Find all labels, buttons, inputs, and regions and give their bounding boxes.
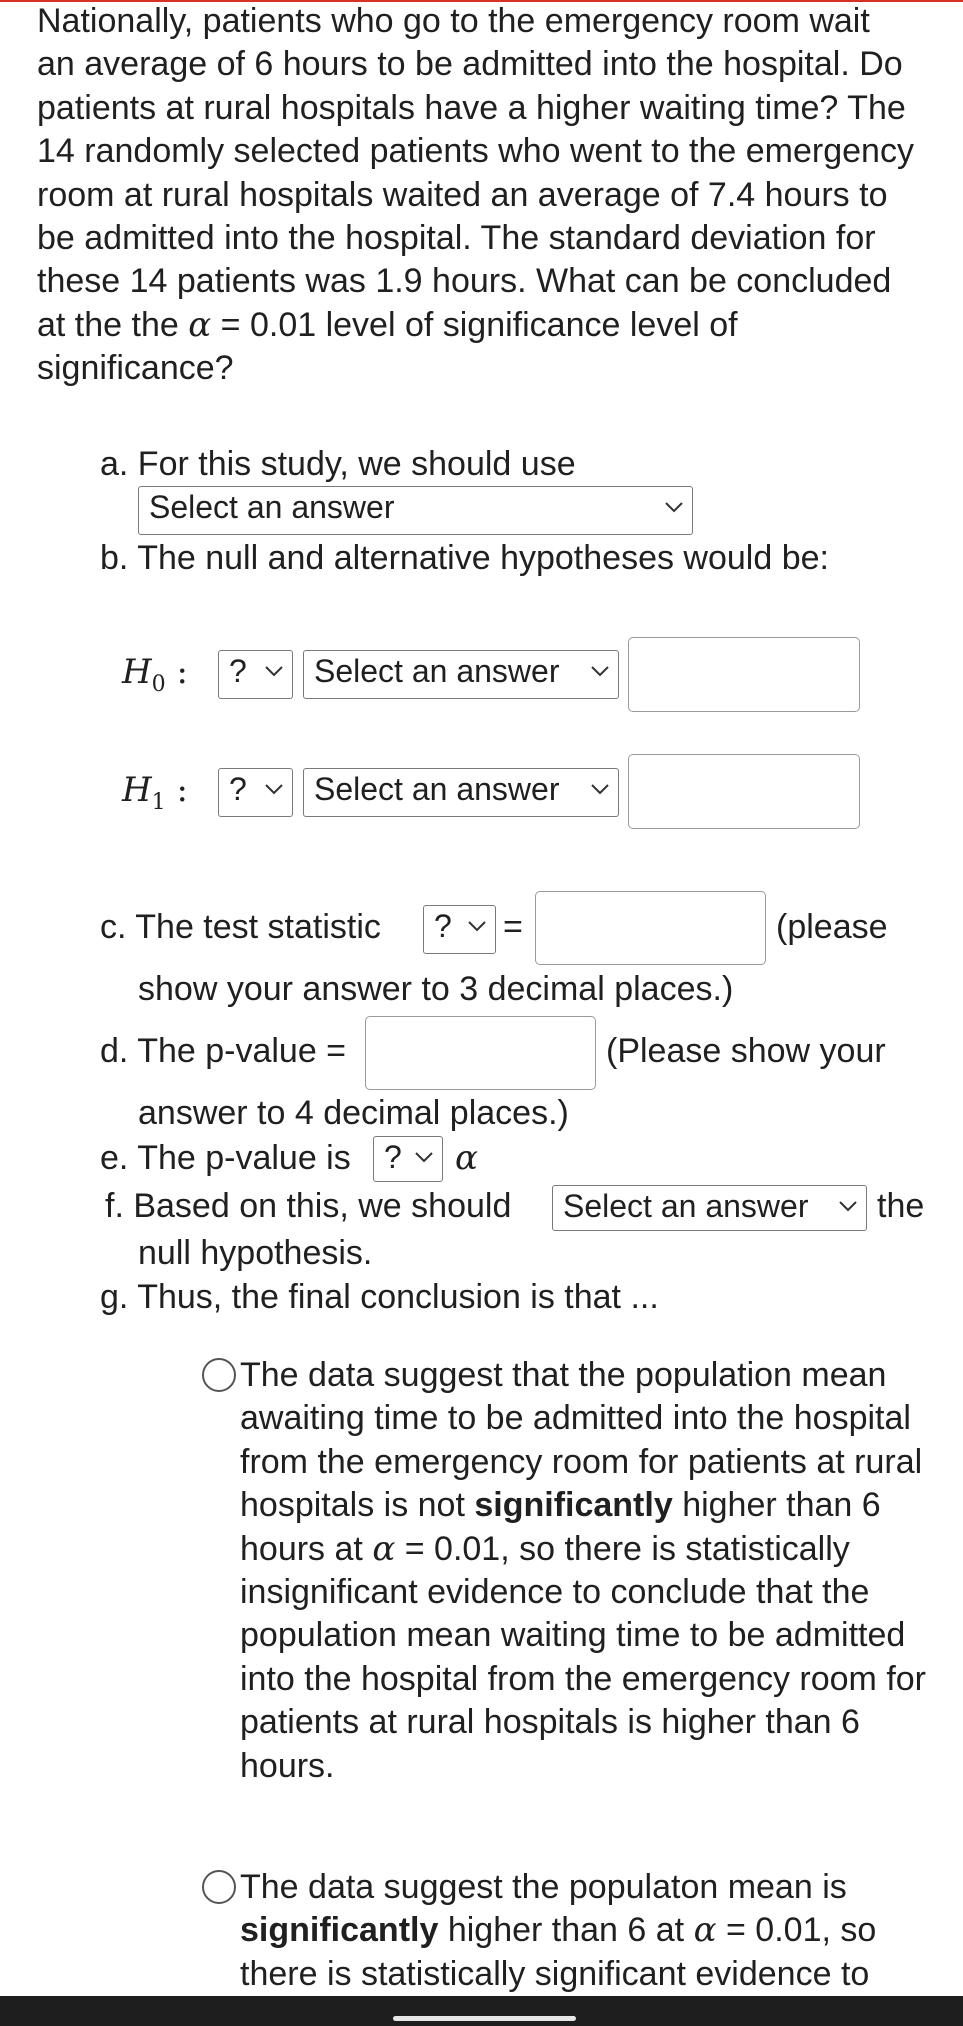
p-value-comparison-value: ? bbox=[384, 1139, 402, 1175]
conclusion-option-1[interactable] bbox=[240, 1354, 940, 1788]
option-1-text-end: = 0.01, so there is statistically insignificant evidence to conclude that the population mean waiting time to be admitted into the hospital from the emergency room for patients at rural hospitals is higher than 6 hours. bbox=[240, 1529, 926, 1785]
chevron-down-icon bbox=[264, 665, 284, 677]
chevron-down-icon bbox=[590, 783, 610, 795]
h1-colon: : bbox=[176, 770, 188, 810]
h0-operator-value: ? bbox=[229, 653, 247, 689]
part-f-line2: null hypothesis. bbox=[138, 1234, 373, 1272]
part-d-note-line2: answer to 4 decimal places.) bbox=[138, 1094, 569, 1132]
question-text-part1: Nationally, patients who go to the emergency room wait an average of 6 hours to be admitted into the hospital. Do patients at rural hospitals have a higher waiting time? The 14 randomly selected patients who went to the emergency room at rural hospitals waited an average of 7.4 hours to be admitted into the hospital. The standard deviation for these 14 patients was 1.9 hours. What can be concluded at the the bbox=[37, 2, 914, 344]
question-text-part2: = 0.01 level of significance level of significance? bbox=[37, 305, 738, 388]
h1-label bbox=[122, 769, 188, 824]
part-c-note: (please bbox=[776, 908, 888, 946]
part-d-note: (Please show your bbox=[606, 1032, 886, 1070]
decision-select[interactable] bbox=[552, 1185, 867, 1231]
test-statistic-select-value: ? bbox=[434, 908, 452, 944]
radio-button[interactable] bbox=[202, 1870, 236, 1904]
home-indicator[interactable] bbox=[393, 2016, 576, 2021]
system-navigation-bar bbox=[0, 1996, 963, 2026]
h1-symbol: H bbox=[122, 770, 152, 810]
chevron-down-icon bbox=[590, 665, 610, 677]
h0-parameter-select[interactable] bbox=[303, 650, 619, 699]
h1-parameter-value: Select an answer bbox=[314, 771, 560, 807]
h0-value-input[interactable] bbox=[628, 637, 860, 712]
option-2-text-mid: higher than 6 at bbox=[447, 1911, 685, 1950]
alpha-symbol: α bbox=[372, 1528, 396, 1569]
part-g-label: g. Thus, the final conclusion is that ... bbox=[100, 1278, 659, 1316]
part-b-label: b. The null and alternative hypotheses would be: bbox=[100, 539, 829, 577]
decision-select-value: Select an answer bbox=[563, 1188, 809, 1224]
chevron-down-icon bbox=[664, 501, 684, 513]
h0-colon: : bbox=[176, 652, 188, 692]
h1-operator-value: ? bbox=[229, 771, 247, 807]
chevron-down-icon bbox=[414, 1151, 434, 1163]
h0-subscript: 0 bbox=[151, 671, 166, 697]
h0-symbol: H bbox=[122, 652, 152, 692]
p-value-input[interactable] bbox=[365, 1016, 596, 1090]
alpha-symbol: α bbox=[455, 1138, 478, 1178]
h1-operator-select[interactable] bbox=[218, 768, 293, 817]
option-2-text-end: = 0.01, so there is statistically significant evidence to bbox=[240, 1911, 877, 1993]
option-2-bold: significantly bbox=[240, 1911, 439, 1950]
test-statistic-input[interactable] bbox=[535, 891, 766, 965]
h0-parameter-value: Select an answer bbox=[314, 653, 560, 689]
part-d-label: d. The p-value = bbox=[100, 1032, 347, 1070]
part-a-select[interactable] bbox=[138, 486, 693, 535]
chevron-down-icon bbox=[264, 783, 284, 795]
test-statistic-select[interactable] bbox=[423, 905, 496, 954]
radio-button[interactable] bbox=[202, 1358, 236, 1392]
h0-label bbox=[122, 651, 188, 706]
option-1-text: The data suggest that the population mean awaiting time to be admitted into the hospital from the emergency room for patients at rural hospitals is not bbox=[240, 1356, 923, 1525]
part-a-label: a. For this study, we should use bbox=[100, 445, 576, 483]
alpha-symbol: α bbox=[188, 304, 212, 345]
h1-value-input[interactable] bbox=[628, 754, 860, 829]
option-2-text: The data suggest the populaton mean is bbox=[240, 1868, 847, 1906]
chevron-down-icon bbox=[838, 1200, 858, 1212]
alpha-symbol: α bbox=[693, 1910, 717, 1951]
option-1-bold: significantly bbox=[474, 1486, 673, 1525]
p-value-comparison-select[interactable] bbox=[373, 1136, 443, 1182]
option-1-text-mid: higher than 6 hours at bbox=[240, 1486, 881, 1568]
chevron-down-icon bbox=[467, 920, 487, 932]
part-c-note-line2: show your answer to 3 decimal places.) bbox=[138, 970, 734, 1008]
part-f-after: the bbox=[877, 1187, 925, 1225]
part-a-select-value: Select an answer bbox=[149, 489, 395, 525]
part-e-label: e. The p-value is bbox=[100, 1139, 351, 1177]
conclusion-option-2[interactable] bbox=[240, 1866, 940, 1996]
part-c-label: c. The test statistic bbox=[100, 908, 381, 946]
h0-operator-select[interactable] bbox=[218, 650, 293, 699]
part-f-label: f. Based on this, we should bbox=[105, 1187, 512, 1225]
h1-subscript: 1 bbox=[151, 789, 166, 815]
test-statistic-equals: = bbox=[503, 908, 523, 946]
question-text bbox=[37, 0, 917, 391]
h1-parameter-select[interactable] bbox=[303, 768, 619, 817]
